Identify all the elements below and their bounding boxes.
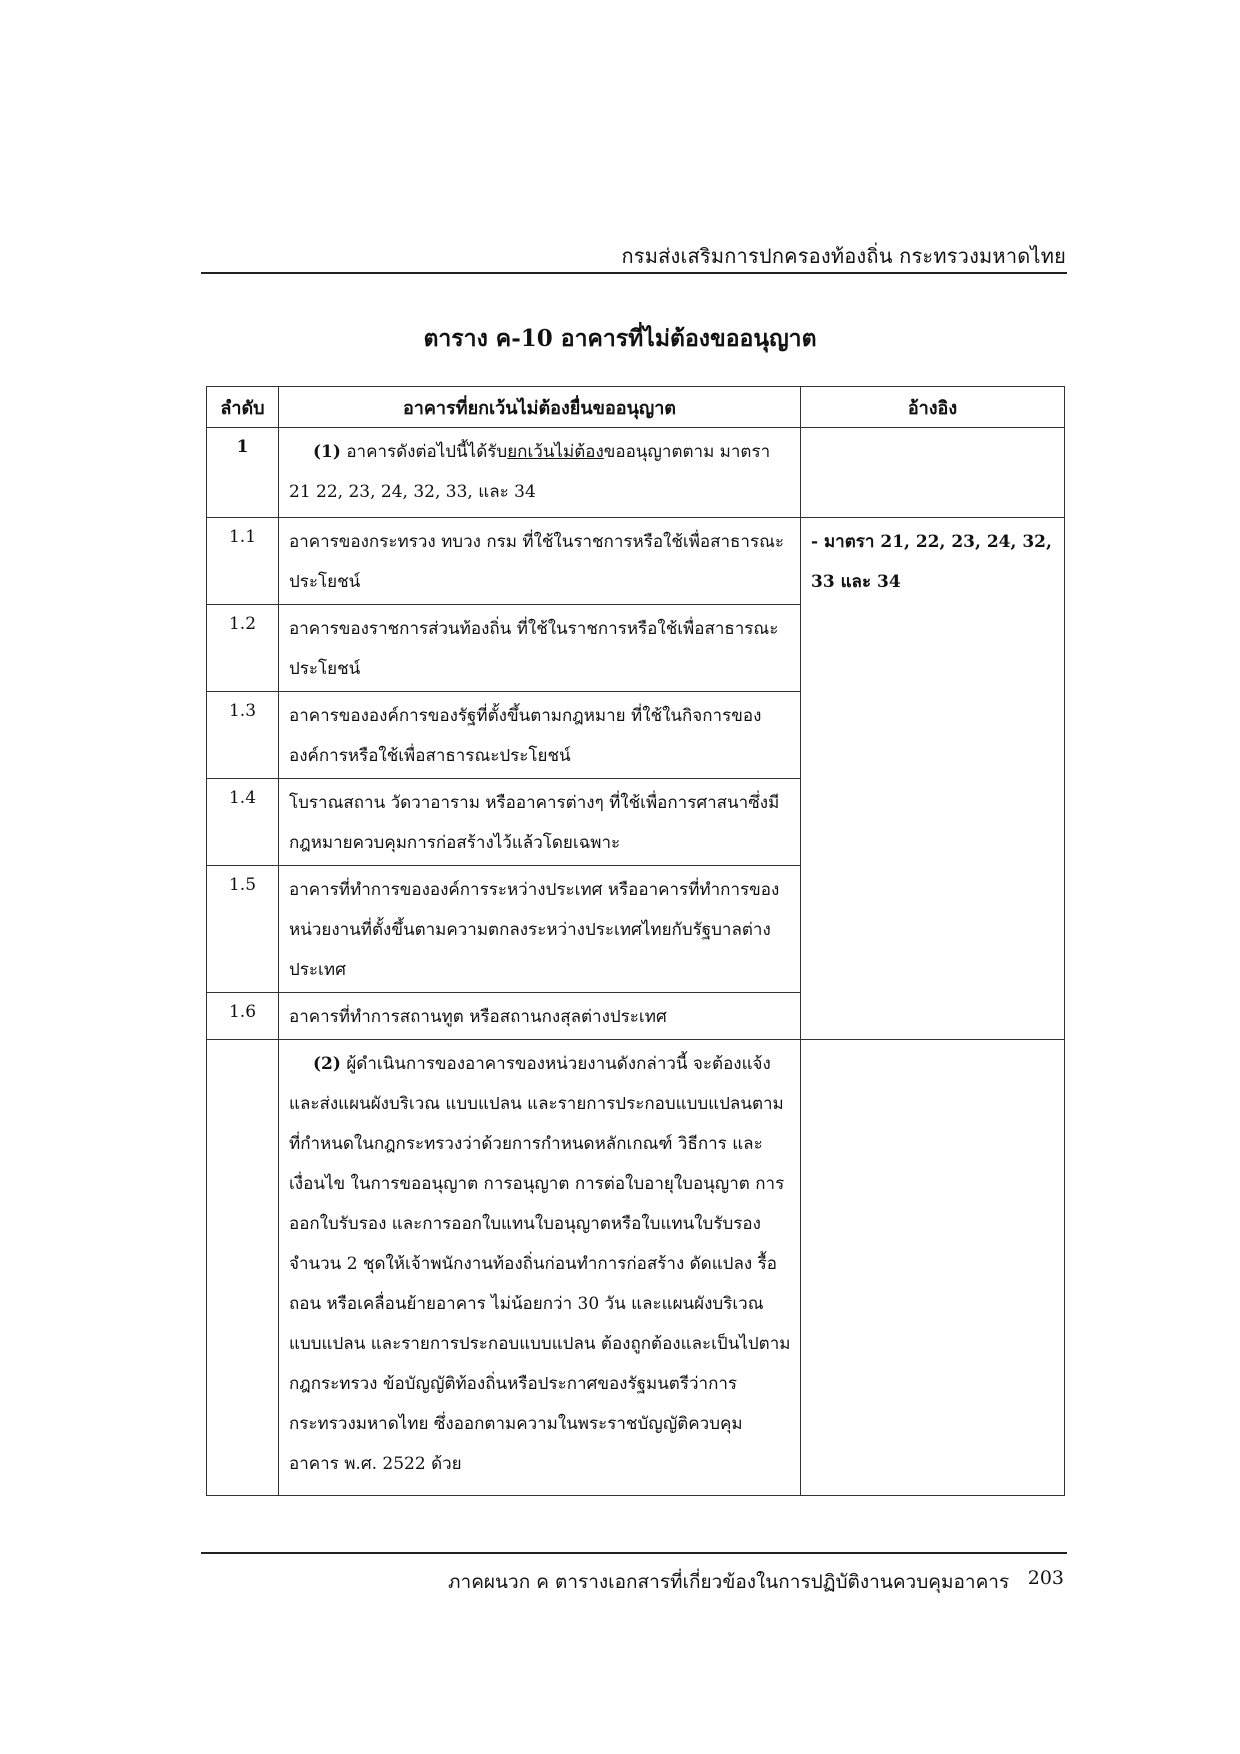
header-divider — [201, 272, 1067, 274]
condition-text: ผู้ดำเนินการของอาคารของหน่วยงานดังกล่าวนี้ จะต้องแจ้งและส่งแผนผังบริเวณ แบบแปลน และรายการประกอบแบบแปลนตามที่กำหนดในกฎกระทรวงว่าด้วยการกำหนดหลักเกณฑ์ วิธีการ และเงื่อนไข ในการขออนุญาต การอนุญาต การต่อใบอายุใบอนุญาต การออกใบรับรอง และการออกใบแทนใบอนุญาตหรือใบแทนใบรับรอง จำนวน 2 ชุดให้เจ้าพนักงานท้องถิ่นก่อนทำการก่อสร้าง ดัดแปลง รื้อถอน หรือเคลื่อนย้ายอาคาร ไม่น้อยกว่า 30 วัน และแผนผังบริเวณ แบบแปลน และรายการประกอบแบบแปลน ต้องถูกต้องและเป็นไปตามกฎกระทรวง ข้อบัญญัติท้องถิ่นหรือประกาศของรัฐมนตรีว่าการกระทรวงมหาดไทย ซึ่งออกตามความในพระราชบัญญัติควบคุมอาคาร พ.ศ. 2522 ด้วย — [289, 1054, 791, 1474]
table-title: ตาราง ค-10 อาคารที่ไม่ต้องขออนุญาต — [423, 325, 817, 352]
column-header-no: ลำดับ — [207, 387, 279, 428]
row-description — [279, 1040, 801, 1496]
row-description: อาคารที่ทำการขององค์การระหว่างประเทศ หรืออาคารที่ทำการของหน่วยงานที่ตั้งขึ้นตามความตกลงระหว่างประเทศไทยกับรัฐบาลต่างประเทศ — [279, 866, 801, 993]
row-number: 1.1 — [207, 518, 279, 605]
page-header: กรมส่งเสริมการปกครองท้องถิ่น กระทรวงมหาดไทย — [621, 244, 1066, 268]
row-reference-empty — [801, 1040, 1065, 1496]
row-number: 1 — [207, 428, 279, 518]
row-description: อาคารของกระทรวง ทบวง กรม ที่ใช้ในราชการหรือใช้เพื่อสาธารณะประโยชน์ — [279, 518, 801, 605]
page-footer: ภาคผนวก ค ตารางเอกสารที่เกี่ยวข้องในการปฏิบัติงานควบคุมอาคาร — [448, 1571, 1010, 1593]
row-number: 1.6 — [207, 993, 279, 1040]
row-number — [207, 1040, 279, 1496]
column-header-description: อาคารที่ยกเว้นไม่ต้องยื่นขออนุญาต — [279, 387, 801, 428]
row-number: 1.3 — [207, 692, 279, 779]
row-number: 1.4 — [207, 779, 279, 866]
row-number: 1.5 — [207, 866, 279, 993]
row-description: อาคารของราชการส่วนท้องถิ่น ที่ใช้ในราชการหรือใช้เพื่อสาธารณะประโยชน์ — [279, 605, 801, 692]
clause-label: (1) — [313, 442, 341, 462]
column-header-reference: อ้างอิง — [801, 387, 1065, 428]
row-description: อาคารขององค์การของรัฐที่ตั้งขึ้นตามกฎหมาย ที่ใช้ในกิจการขององค์การหรือใช้เพื่อสาธารณะประโยชน์ — [279, 692, 801, 779]
footer-divider — [201, 1552, 1067, 1554]
table-header-row — [207, 387, 1065, 428]
intro-underlined-text: ยกเว้นไม่ต้อง — [507, 442, 604, 462]
intro-text-a: อาคารดังต่อไปนี้ได้รับ — [340, 442, 508, 462]
reference-cell: - มาตรา 21, 22, 23, 24, 32, 33 และ 34 — [801, 518, 1065, 1040]
intro-text-b: ขออนุญาตตาม มาตรา 21 22, 23, 24, 32, 33, และ 34 — [289, 442, 771, 502]
exemption-table — [206, 386, 1065, 1496]
row-description: อาคารที่ทำการสถานทูต หรือสถานกงสุลต่างประเทศ — [279, 993, 801, 1040]
row-reference-empty — [801, 428, 1065, 518]
table-row — [207, 518, 1065, 605]
table-row-condition — [207, 1040, 1065, 1496]
row-description: โบราณสถาน วัดวาอาราม หรืออาคารต่างๆ ที่ใช้เพื่อการศาสนาซึ่งมีกฎหมายควบคุมการก่อสร้างไว้แล้วโดยเฉพาะ — [279, 779, 801, 866]
page-number: 203 — [1027, 1567, 1064, 1589]
row-number: 1.2 — [207, 605, 279, 692]
table-row-intro — [207, 428, 1065, 518]
row-description — [279, 428, 801, 518]
clause-label: (2) — [313, 1054, 341, 1074]
